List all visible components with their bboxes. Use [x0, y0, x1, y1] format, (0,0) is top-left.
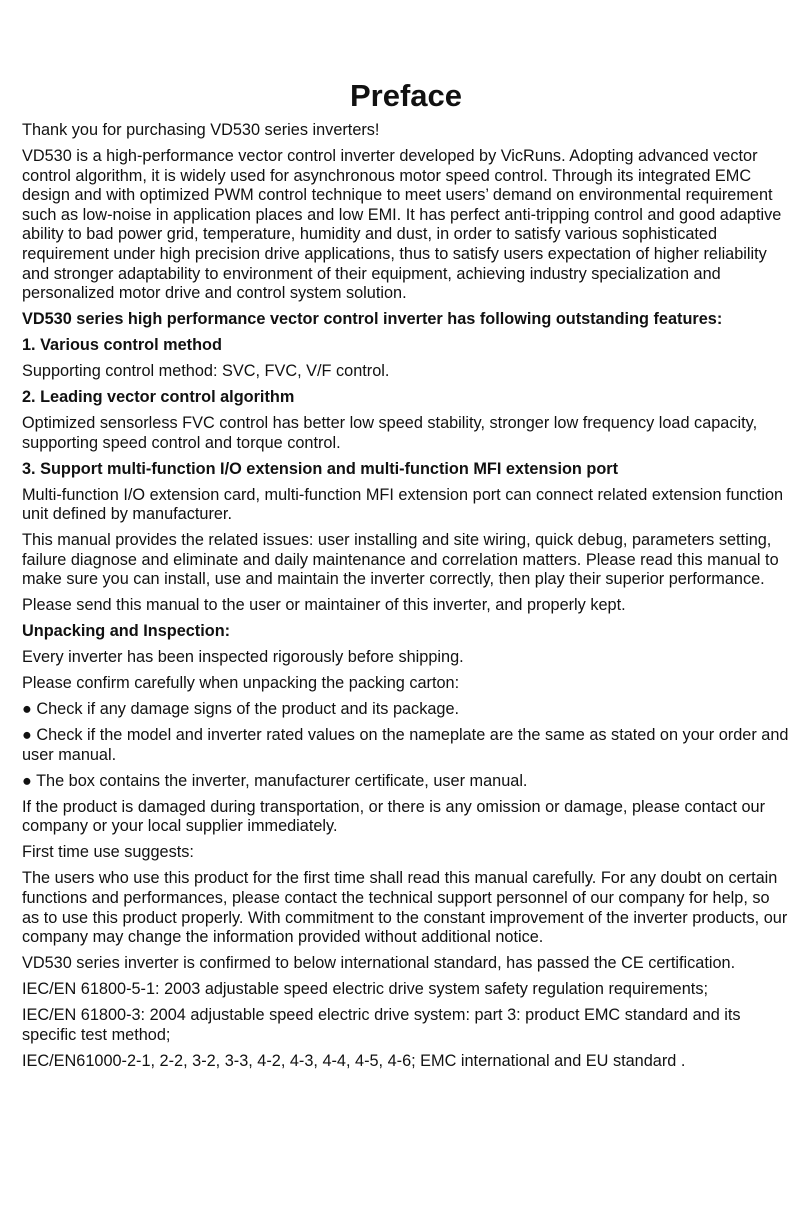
page-title: Preface — [349, 78, 463, 113]
paragraph-damage-contact: If the product is damaged during transportation, or there is any omission or damage, please contact our company or your local supplier immediately. — [22, 797, 766, 836]
heading-features: VD530 series high performance vector control inverter has following outstanding features: — [22, 310, 723, 329]
paragraph-manual-keep: Please send this manual to the user or maintainer of this inverter, and properly kept. — [22, 596, 626, 615]
paragraph-manual-scope: This manual provides the related issues: user installing and site wiring, quick debug, parameters setting, failure diagnose and eliminate and daily maintenance and correlation matters. Please read this manual to make sure you can install, use and maintain the inverter correctly, then play their superior performance. — [22, 531, 779, 589]
paragraph-confirm: Please confirm carefully when unpacking the packing carton: — [22, 674, 460, 693]
paragraph-intro: VD530 is a high-performance vector control inverter developed by VicRuns. Adopting advanced vector control algorithm, it is widely used for asynchronous motor speed control. Through its integrated EMC design and with optimized PWM control technique to meet users’ demand on environmental requirement such as low-noise in application places and low EMI. It has perfect anti-tripping control and good adaptive ability to bad power grid, temperature, humidity and dust, in order to satisfy various sophisticated requirement under high precision drive applications, thus to satisfy users expectation of higher reliability and stronger adaptability to environment of their equipment, achieving industry specialization and personalized motor drive and control system solution. — [22, 146, 782, 303]
standard-iec-61000: IEC/EN61000-2-1, 2-2, 3-2, 3-3, 4-2, 4-3, 4-4, 4-5, 4-6; EMC international and EU standard . — [22, 1051, 686, 1070]
standard-iec-61800-5-1: IEC/EN 61800-5-1: 2003 adjustable speed electric drive system safety regulation requirements; — [22, 980, 708, 999]
heading-feature-1: 1. Various control method — [22, 336, 222, 355]
list-item-nameplate-check: ● Check if the model and inverter rated values on the nameplate are the same as stated on your order and user manual. — [22, 726, 789, 764]
heading-unpacking: Unpacking and Inspection: — [22, 622, 231, 641]
paragraph-first-use: First time use suggests: — [22, 843, 194, 862]
paragraph-inspected: Every inverter has been inspected rigorously before shipping. — [22, 648, 464, 667]
paragraph-feature-2: Optimized sensorless FVC control has better low speed stability, stronger low frequency load capacity, supporting speed control and torque control. — [22, 414, 758, 452]
list-item-box-contents: ● The box contains the inverter, manufacturer certificate, user manual. — [22, 771, 528, 790]
heading-feature-2: 2. Leading vector control algorithm — [22, 388, 295, 407]
paragraph-feature-3: Multi-function I/O extension card, multi-function MFI extension port can connect related extension function unit defined by manufacturer. — [22, 485, 784, 524]
list-item-damage-check: ● Check if any damage signs of the product and its package. — [22, 700, 460, 719]
paragraph-first-use-detail: The users who use this product for the first time shall read this manual carefully. For any doubt on certain functions and performances, please contact the technical support personnel of our company for help, so as to use this product properly. With commitment to the constant improvement of the inverter products, our company may change the information provided without additional notice. — [22, 869, 788, 947]
document-page — [22, 78, 790, 1078]
paragraph-feature-1: Supporting control method: SVC, FVC, V/F control. — [22, 362, 390, 381]
heading-feature-3: 3. Support multi-function I/O extension and multi-function MFI extension port — [22, 459, 619, 478]
paragraph-ce-certification: VD530 series inverter is confirmed to below international standard, has passed the CE certification. — [22, 954, 736, 973]
paragraph-thanks: Thank you for purchasing VD530 series inverters! — [22, 121, 380, 139]
standard-iec-61800-3: IEC/EN 61800-3: 2004 adjustable speed electric drive system: part 3: product EMC standard and its specific test method; — [22, 1006, 741, 1044]
